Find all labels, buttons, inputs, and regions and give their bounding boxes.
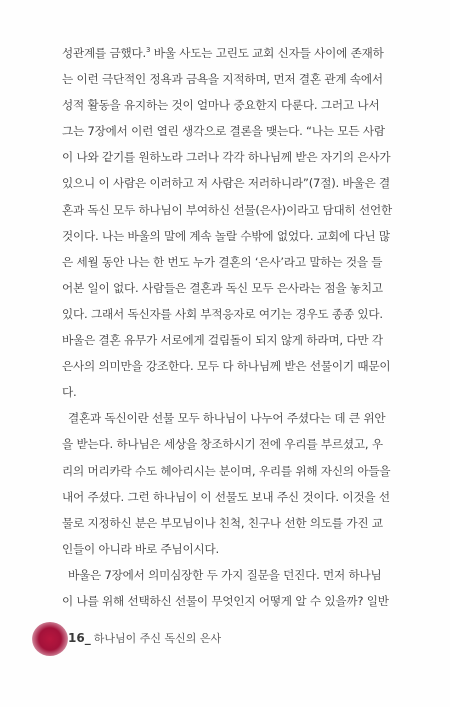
text-line: 어본 일이 없다. 사람들은 결혼과 독신 모두 은사라는 점을 놓치고 — [62, 280, 383, 295]
text-line: 은 세월 동안 나는 한 번도 누가 결혼의 ‘은사’라고 말하는 것을 들 — [62, 254, 383, 269]
text-line: 있다. 그래서 독신자를 사회 부적응자로 여기는 경우도 종종 있다. — [62, 306, 383, 321]
text-line: 성적 활동을 유지하는 것이 얼마나 중요한지 다룬다. 그러고 나서 — [62, 98, 380, 113]
ink-blot-icon — [32, 622, 68, 656]
text-line: 리의 머리카락 수도 헤아리시는 분이며, 우리를 위해 자신의 아들을 — [62, 463, 391, 478]
text-line: 성관계를 금했다.$^3$ 바울 사도는 고린도 교회 신자들 사이에 존재하 — [62, 46, 384, 60]
book-title: 하나님이 주신 독신의 은사 — [93, 632, 222, 645]
text-line: 이 나와 같기를 원하노라 그러나 각각 하나님께 받은 자기의 은사가 — [62, 150, 391, 165]
text-line: 다. — [62, 385, 77, 400]
text-line: 인들이 아니라 바로 주님이시다. — [62, 541, 219, 556]
footnote-marker: 3 — [145, 46, 151, 55]
text-line: 그는 7장에서 이런 열린 생각으로 결론을 맺는다. “나는 모든 사람 — [62, 124, 385, 139]
text-line: 것이다. 나는 바울의 말에 계속 놀랄 수밖에 없었다. 교회에 다닌 많 — [62, 228, 390, 243]
text-line: 있으니 이 사람은 이러하고 저 사람은 저러하니라”(7절). 바울은 결 — [62, 176, 390, 191]
text-line: 이 나를 위해 선택하신 선물이 무엇인지 어떻게 알 수 있을까? 일반 — [62, 593, 389, 608]
text-line: 은사의 의미만을 강조한다. 모두 다 하나님께 받은 선물이기 때문이 — [62, 359, 391, 374]
running-footer — [68, 630, 221, 646]
text-line: 내어 주셨다. 그런 하나님이 이 선물도 보내 주신 것이다. 이것을 선 — [62, 489, 390, 504]
text-line: 물로 지정하신 분은 부모님이나 친척, 친구나 선한 의도를 가진 교 — [62, 515, 383, 530]
text-line: 바울은 결혼 유무가 서로에게 걸림돌이 되지 않게 하라며, 다만 각 — [62, 333, 383, 348]
text-line: 는 이런 극단적인 정욕과 금욕을 지적하며, 먼저 결혼 관계 속에서 — [62, 72, 383, 87]
text-line: 을 받는다. 하나님은 세상을 창조하시기 전에 우리를 부르셨고, 우 — [62, 437, 383, 452]
page-number: 16_ — [68, 631, 91, 645]
page-footer — [32, 622, 332, 656]
paragraph-first-line: 바울은 7장에서 의미심장한 두 가지 질문을 던진다. 먼저 하나님 — [68, 567, 382, 582]
body-text — [62, 40, 407, 614]
paragraph-first-line: 결혼과 독신이란 선물 모두 하나님이 나누어 주셨다는 데 큰 위안 — [68, 411, 386, 426]
text-line: 혼과 독신 모두 하나님이 부여하신 선물(은사)이라고 담대히 선언한 — [62, 202, 393, 217]
